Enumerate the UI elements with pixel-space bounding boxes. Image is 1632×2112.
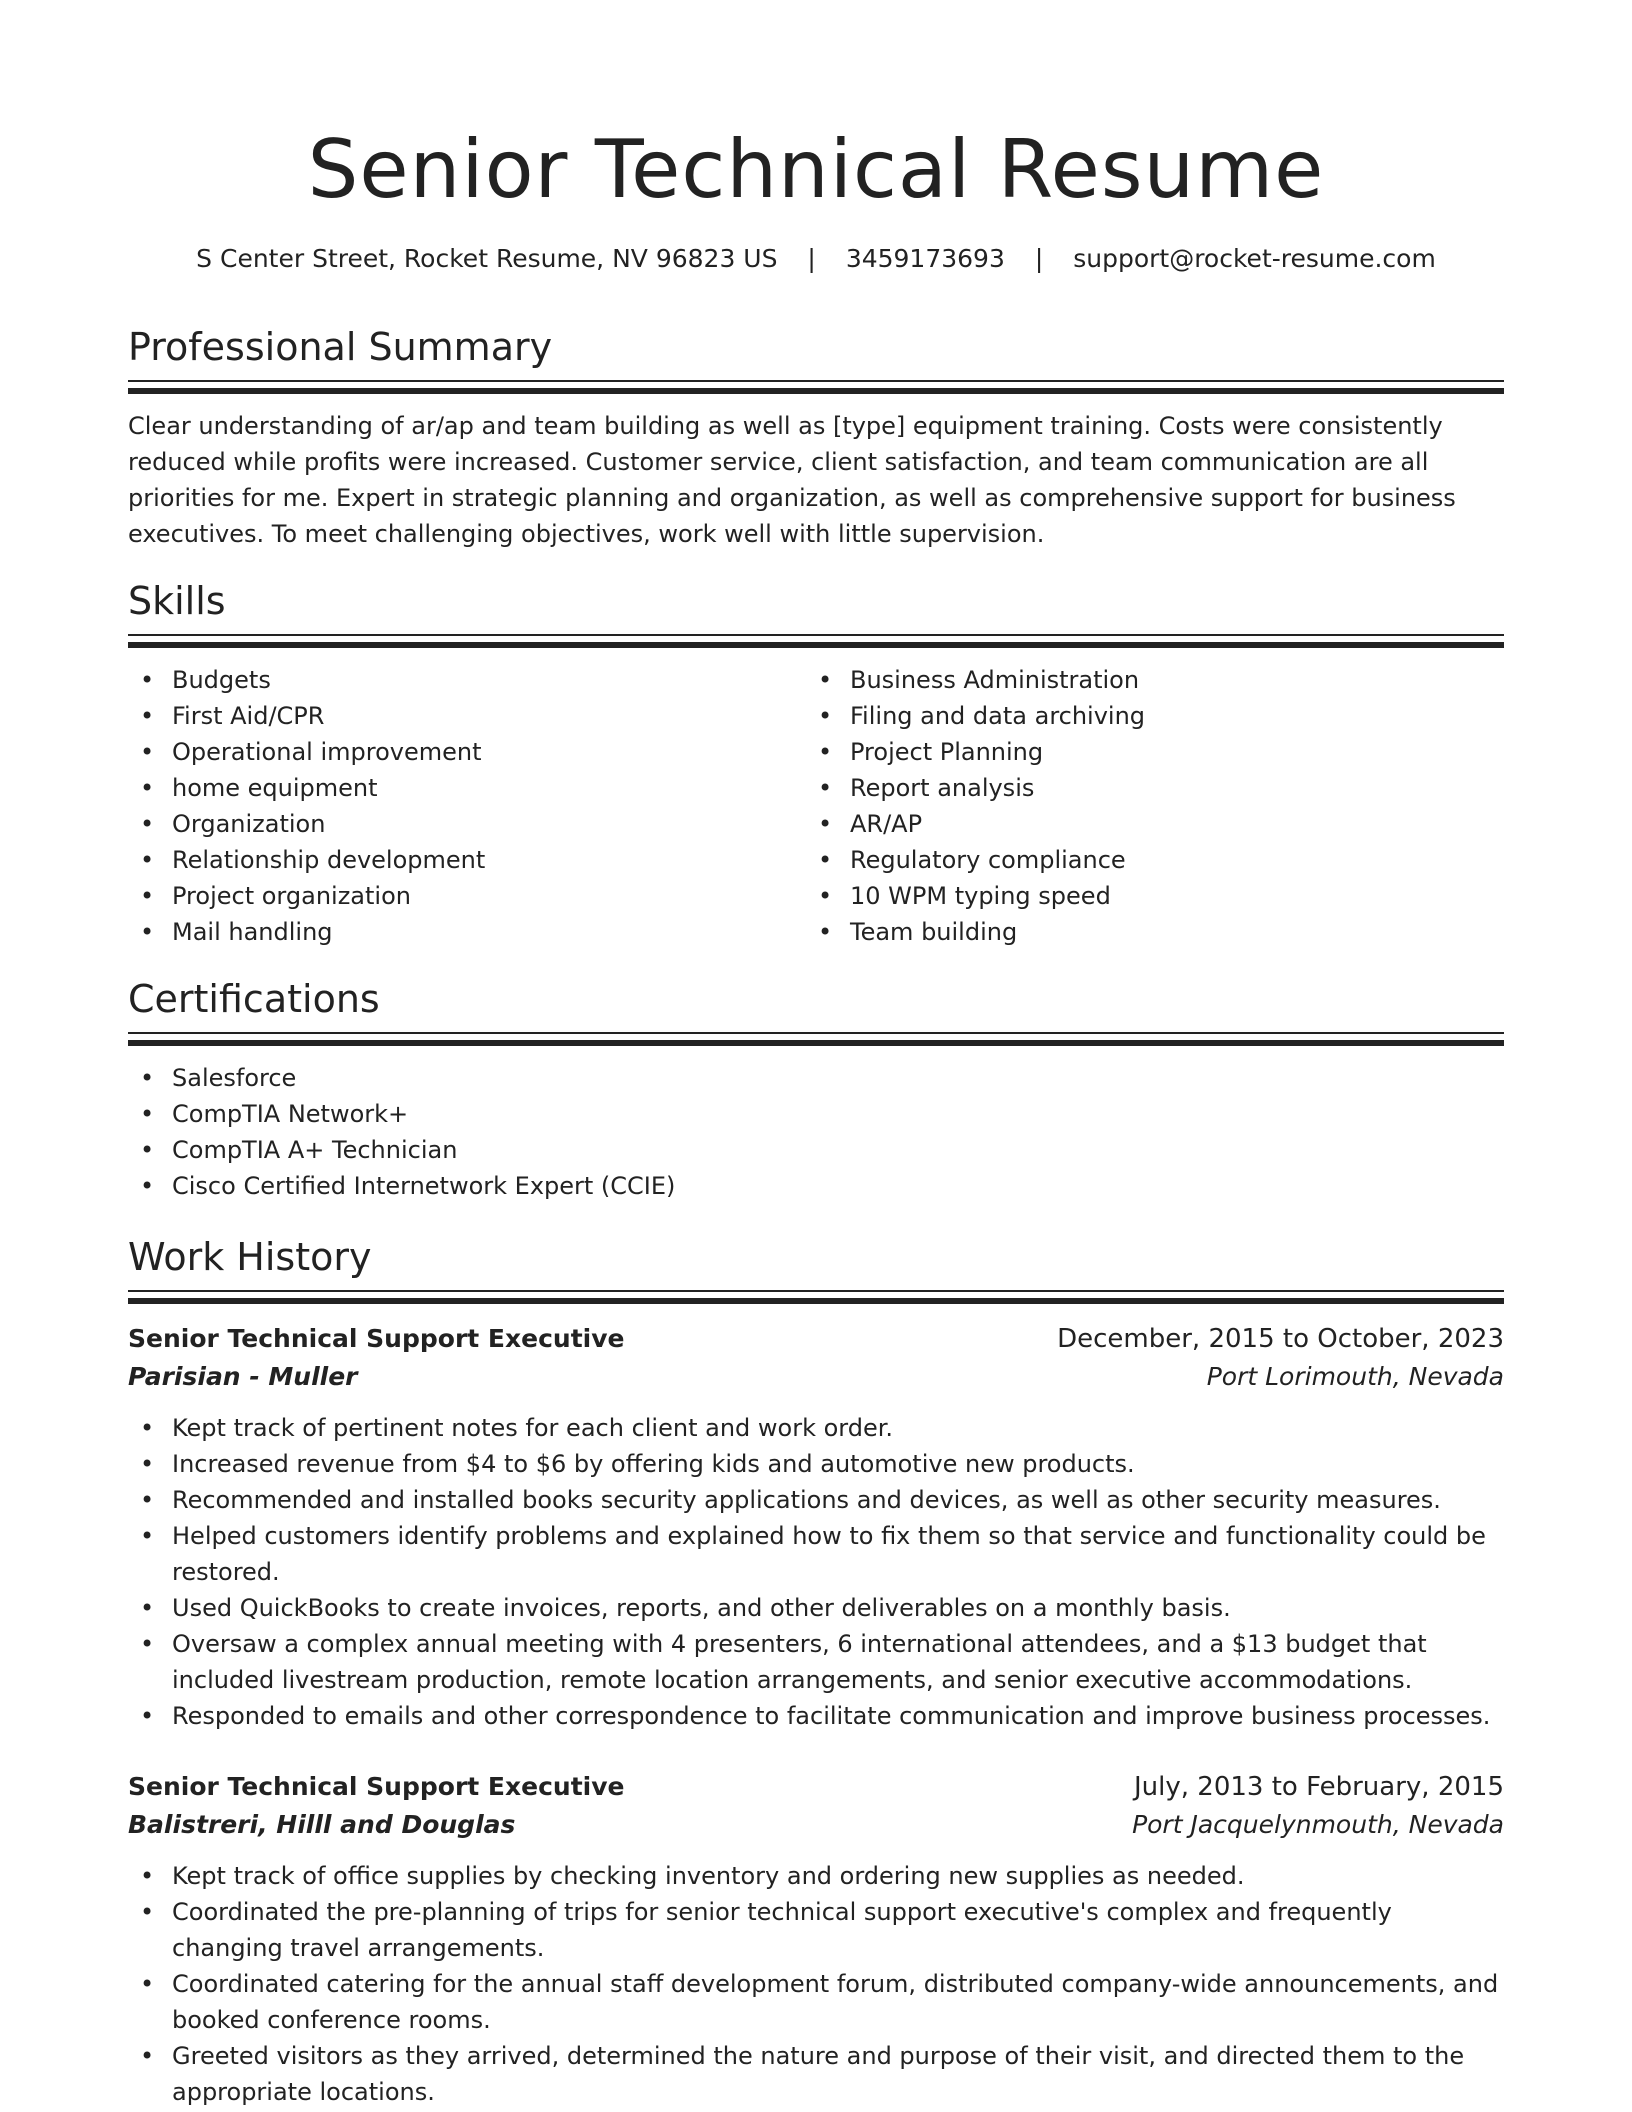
section-divider [128, 380, 1504, 394]
contact-separator: | [1034, 244, 1044, 273]
contact-address: S Center Street, Rocket Resume, NV 96823 US [196, 244, 778, 273]
section-title-summary: Professional Summary [128, 325, 553, 369]
job-company: Balistreri, Hilll and Douglas [128, 1810, 516, 1839]
job-duty-item: • Greeted visitors as they arrived, determined the nature and purpose of their visit, and directed them to the appropriate locations. [128, 2038, 1504, 2110]
summary-text: Clear understanding of ar/ap and team building as well as [type] equipment training. Costs were consistently reduced while profits were increased. Customer service, client satisfaction, and team communication are all priorities for me. Expert in strategic planning and organization, as well as comprehensive support for business executives. To meet challenging objectives, work well with little supervision. [128, 412, 1456, 548]
skill-item: • Relationship development [128, 842, 806, 878]
certifications-section [128, 976, 1504, 1204]
skill-item: • Project organization [128, 878, 806, 914]
skill-item: • Filing and data archiving [806, 698, 1484, 734]
job-duty-item: • Helped customers identify problems and explained how to fix them so that service and functionality could be restored. [128, 1518, 1504, 1590]
certification-item: • Salesforce [128, 1060, 1504, 1096]
certification-item: • Cisco Certified Internetwork Expert (CCIE) [128, 1168, 1504, 1204]
job-location: Port Lorimouth, Nevada [1206, 1362, 1504, 1391]
contact-separator: | [807, 244, 816, 273]
work-history-section [128, 1234, 1504, 2110]
section-divider [128, 1032, 1504, 1046]
job-duty-item: • Oversaw a complex annual meeting with 4 presenters, 6 international attendees, and a $13 budget that included livestream production, remote location arrangements, and senior executive accommodations. [128, 1626, 1504, 1698]
skill-item: • Mail handling [128, 914, 806, 950]
job-duty-item: • Recommended and installed books security applications and devices, as well as other security measures. [128, 1482, 1504, 1518]
skill-item: • Report analysis [806, 770, 1484, 806]
job-duty-item: • Used QuickBooks to create invoices, reports, and other deliverables on a monthly basis. [128, 1590, 1504, 1626]
section-divider [128, 634, 1504, 648]
job-entry [128, 1320, 1504, 1734]
skill-item: • First Aid/CPR [128, 698, 806, 734]
job-dates: July, 2013 to February, 2015 [1134, 1772, 1504, 1802]
job-duty-item: • Increased revenue from $4 to $6 by offering kids and automotive new products. [128, 1446, 1504, 1482]
section-title-work-history: Work History [128, 1235, 372, 1279]
skill-item: • 10 WPM typing speed [806, 878, 1484, 914]
skill-item: • AR/AP [806, 806, 1484, 842]
section-title-skills: Skills [128, 579, 226, 623]
job-duties-list [128, 1858, 1504, 2110]
section-divider [128, 1290, 1504, 1304]
skill-item: • Regulatory compliance [806, 842, 1484, 878]
skill-item: • Operational improvement [128, 734, 806, 770]
certification-item: • CompTIA A+ Technician [128, 1132, 1504, 1168]
contact-phone: 3459173693 [845, 244, 1005, 273]
skill-item: • Budgets [128, 662, 806, 698]
summary-section [128, 324, 1504, 552]
skill-item: • Organization [128, 806, 806, 842]
skills-section [128, 578, 1504, 950]
certification-item: • CompTIA Network+ [128, 1096, 1504, 1132]
skill-item: • Team building [806, 914, 1484, 950]
skill-item: • home equipment [128, 770, 806, 806]
certifications-list [128, 1060, 1504, 1204]
contact-email: support@rocket-resume.com [1073, 244, 1436, 273]
resume-title: Senior Technical Resume [307, 123, 1325, 216]
job-duty-item: • Coordinated catering for the annual staff development forum, distributed company-wide announcements, and booked conference rooms. [128, 1966, 1504, 2038]
job-duty-item: • Responded to emails and other correspondence to facilitate communication and improve business processes. [128, 1698, 1504, 1734]
job-title: Senior Technical Support Executive [128, 1772, 625, 1801]
job-location: Port Jacquelynmouth, Nevada [1132, 1810, 1504, 1839]
skills-list-right [806, 662, 1484, 950]
job-entry [128, 1768, 1504, 2110]
job-duties-list [128, 1410, 1504, 1734]
skill-item: • Project Planning [806, 734, 1484, 770]
job-company: Parisian - Muller [128, 1362, 358, 1391]
job-duty-item: • Kept track of office supplies by checking inventory and ordering new supplies as needed. [128, 1858, 1504, 1894]
contact-line [128, 242, 1504, 276]
section-title-certifications: Certifications [128, 977, 380, 1021]
skills-columns [128, 662, 1504, 950]
skill-item: • Business Administration [806, 662, 1484, 698]
skills-list-left [128, 662, 806, 950]
job-dates: December, 2015 to October, 2023 [1057, 1324, 1504, 1354]
job-title: Senior Technical Support Executive [128, 1324, 625, 1353]
job-duty-item: • Kept track of pertinent notes for each client and work order. [128, 1410, 1504, 1446]
resume-page [128, 0, 1504, 2110]
job-duty-item: • Coordinated the pre-planning of trips for senior technical support executive's complex and frequently changing travel arrangements. [128, 1894, 1504, 1966]
